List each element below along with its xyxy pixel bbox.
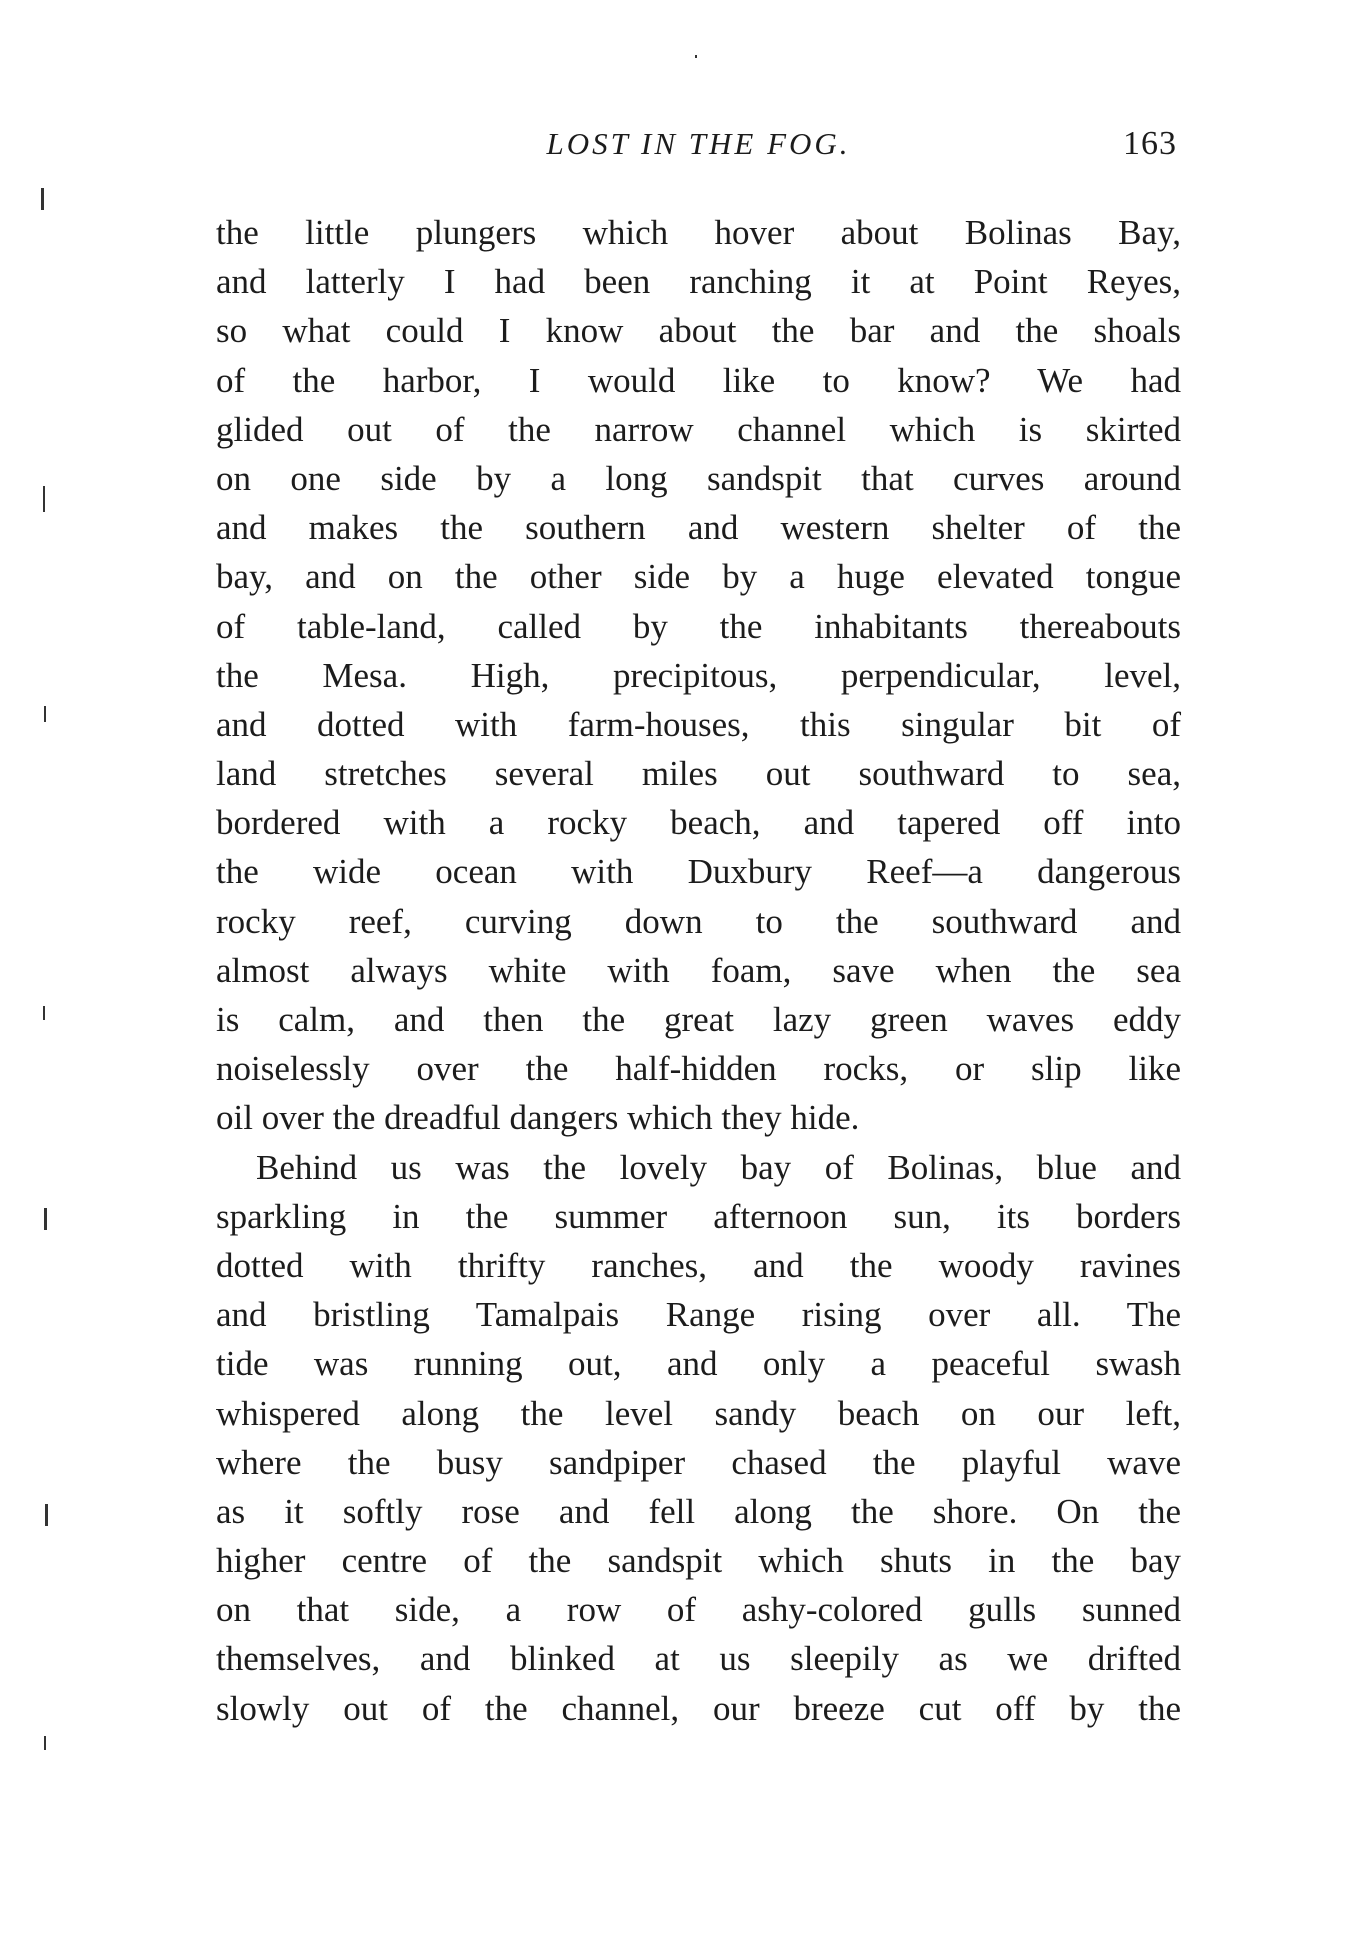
text-line: the wide ocean with Duxbury Reef—a dangerous [216, 852, 1181, 892]
body-text [216, 208, 1181, 1733]
text-line: tide was running out, and only a peaceful swash [216, 1344, 1181, 1384]
scan-speck [44, 706, 46, 722]
paragraph-start-line: Behind us was the lovely bay of Bolinas, blue and [256, 1147, 1181, 1187]
page-number: 163 [1123, 125, 1177, 162]
text-line: land stretches several miles out southward to sea, [216, 754, 1181, 794]
text-line: of the harbor, I would like to know? We had [216, 360, 1181, 400]
text-line: bay, and on the other side by a huge elevated tongue [216, 557, 1181, 597]
running-head [216, 122, 1181, 166]
scan-speck [43, 1006, 45, 1020]
text-line: themselves, and blinked at us sleepily as we drifted [216, 1639, 1181, 1679]
scan-speck [45, 1504, 48, 1526]
text-line: and bristling Tamalpais Range rising over all. The [216, 1295, 1181, 1335]
text-line: as it softly rose and fell along the shore. On the [216, 1491, 1181, 1531]
text-line: of table-land, called by the inhabitants thereabouts [216, 606, 1181, 646]
scan-speck [44, 1208, 47, 1230]
text-line: on that side, a row of ashy-colored gulls sunned [216, 1590, 1181, 1630]
scan-speck [41, 188, 44, 210]
text-line: so what could I know about the bar and the shoals [216, 311, 1181, 351]
text-line: slowly out of the channel, our breeze cut off by the [216, 1688, 1181, 1728]
text-line: higher centre of the sandspit which shuts in the bay [216, 1541, 1181, 1581]
text-line: noiselessly over the half-hidden rocks, or slip like [216, 1049, 1181, 1089]
text-line: the Mesa. High, precipitous, perpendicular, level, [216, 655, 1181, 695]
text-line: rocky reef, curving down to the southward and [216, 901, 1181, 941]
text-line: is calm, and then the great lazy green waves eddy [216, 1000, 1181, 1039]
text-line: almost always white with foam, save when the sea [216, 950, 1181, 990]
text-line: and latterly I had been ranching it at Point Reyes, [216, 262, 1181, 302]
scan-speck [695, 55, 697, 58]
scan-speck [44, 1736, 46, 1750]
text-line: where the busy sandpiper chased the playful wave [216, 1442, 1181, 1482]
text-line: whispered along the level sandy beach on our left, [216, 1393, 1181, 1433]
text-line: bordered with a rocky beach, and tapered off into [216, 803, 1181, 843]
text-line: dotted with thrifty ranches, and the woody ravines [216, 1245, 1181, 1285]
text-line: and dotted with farm-houses, this singular bit of [216, 704, 1181, 744]
text-line: the little plungers which hover about Bolinas Bay, [216, 213, 1181, 252]
text-line: glided out of the narrow channel which is skirted [216, 409, 1181, 449]
scan-speck [43, 486, 45, 512]
text-line: and makes the southern and western shelter of the [216, 508, 1181, 548]
text-line: on one side by a long sandspit that curves around [216, 458, 1181, 498]
running-title: LOST IN THE FOG. [546, 126, 851, 161]
text-line: sparkling in the summer afternoon sun, its borders [216, 1196, 1181, 1236]
paragraph-end-line: oil over the dreadful dangers which they hide. [216, 1098, 860, 1138]
